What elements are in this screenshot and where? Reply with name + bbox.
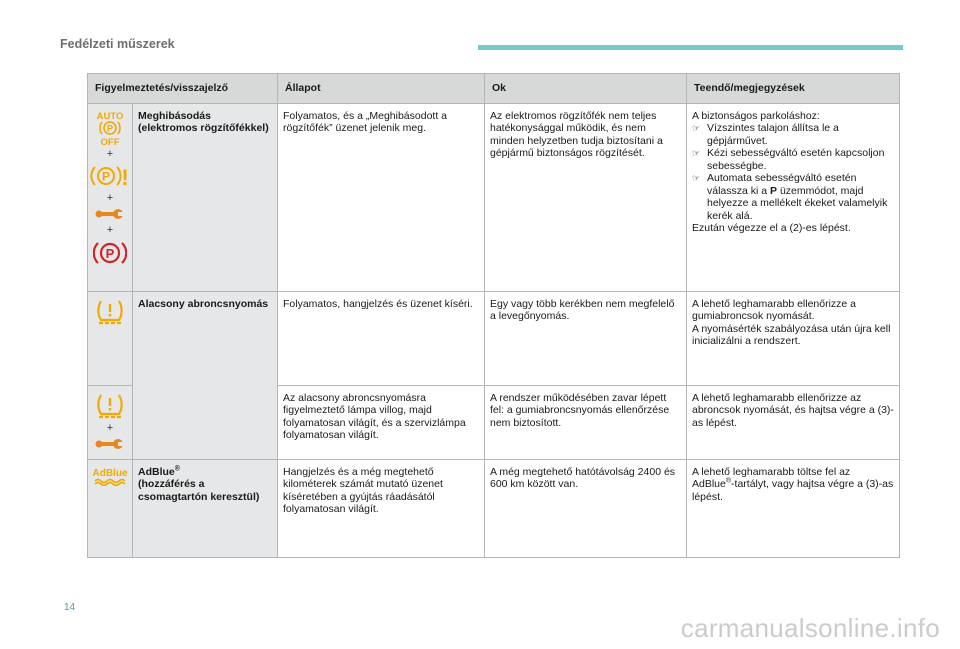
state-text: Folyamatos, hangjelzés és üzenet kíséri.	[278, 291, 485, 385]
state-text: Folyamatos, és a „Meghibásodott a rögzítőfék” üzenet jelenik meg.	[278, 103, 485, 291]
action-cell	[687, 103, 900, 291]
svg-text:P: P	[105, 245, 115, 261]
action-text: A lehető leghamarabb ellenőrizze az abroncsok nyomását, és hajtsa végre a (3)-as lépést.	[687, 385, 900, 459]
cause-text: A rendszer működésében zavar lépett fel: a gumiabroncsnyomás ellenőrzése nem biztosított.	[485, 385, 687, 459]
action-text: -tartályt, vagy hajtsa végre a (3)-as lépést.	[692, 478, 894, 503]
svg-text:!: !	[121, 164, 129, 190]
action-intro: A biztonságos parkoláshoz:	[692, 109, 820, 122]
state-text: Az alacsony abroncsnyomásra figyelmeztető lámpa villog, majd folyamatosan világít, és a szervizlámpa folyamatosan világít.	[278, 385, 485, 459]
warning-name: Alacsony abroncsnyomás	[133, 291, 278, 459]
warning-name: Meghibásodás (elektromos rögzítőfékkel)	[133, 103, 278, 291]
column-header-warning: Figyelmeztetés/visszajelző	[88, 74, 278, 104]
table-header-row	[88, 74, 900, 104]
table-row	[88, 103, 900, 291]
action-text: A lehető leghamarabb töltse fel az AdBlue	[692, 465, 851, 490]
tyre-pressure-icon	[95, 392, 125, 420]
warning-icons-cell	[88, 459, 133, 557]
list-item: ☞ Vízszintes talajon állítsa le a gépjárművet.	[692, 122, 894, 147]
parking-brake-fault-icon	[90, 162, 130, 190]
column-header-action: Teendő/megjegyzések	[687, 74, 900, 104]
warning-lights-table	[87, 73, 900, 558]
registered-mark: ®	[174, 465, 180, 472]
table-row	[88, 291, 900, 385]
watermark: carmanualsonline.info	[680, 613, 940, 643]
parking-brake-icon	[93, 238, 127, 268]
auto-off-parking-icon	[95, 110, 125, 146]
cause-text: Egy vagy több kerékben nem megfelelő a levegőnyomás.	[485, 291, 687, 385]
list-item-text: Automata sebességváltó esetén válassza ki a	[707, 172, 857, 197]
column-header-cause: Ok	[485, 74, 687, 104]
list-item-text: üzemmódot, majd helyezze a mellékelt ékeket valamelyik kerék alá.	[707, 184, 888, 222]
wrench-icon	[95, 436, 125, 452]
cause-text: A még megtehető hatótávolság 2400 és 600 km között van.	[485, 459, 687, 557]
registered-mark: ®	[725, 477, 732, 485]
page-number: 14	[64, 602, 76, 613]
list-item: ☞ Kézi sebességváltó esetén kapcsoljon sebességbe.	[692, 147, 894, 172]
plus-sign: +	[106, 147, 114, 160]
svg-text:P: P	[106, 123, 114, 133]
column-header-state: Állapot	[278, 74, 485, 104]
gear-position-p: P	[770, 184, 778, 197]
cause-text: Az elektromos rögzítőfék nem teljes hatékonysággal működik, és nem minden helyzetben tudja biztosítani a gépjármű biztonságos rögzítését.	[485, 103, 687, 291]
adblue-name: AdBlue	[138, 465, 175, 478]
svg-text:AUTO: AUTO	[96, 110, 124, 122]
svg-text:AdBlue: AdBlue	[92, 467, 128, 479]
table-row	[88, 459, 900, 557]
plus-sign: +	[106, 223, 114, 236]
warning-icons-cell	[88, 103, 133, 291]
svg-text:P: P	[101, 169, 111, 183]
wrench-icon	[95, 206, 125, 222]
plus-sign: +	[106, 421, 114, 434]
plus-sign: +	[106, 191, 114, 204]
state-text: Hangjelzés és a még megtehető kilométerek számát mutató üzenet kíséretében a gyújtás ráadásától folyamatosan világít.	[278, 459, 485, 557]
tyre-pressure-icon	[95, 298, 125, 326]
action-outro: Ezután végezze el a (2)-es lépést.	[692, 222, 851, 234]
action-text: A lehető leghamarabb ellenőrizze a gumiabroncsok nyomását. A nyomásérték szabályozása után újra kell inicializálni a rendszert.	[687, 291, 900, 385]
section-title: Fedélzeti műszerek	[60, 37, 175, 51]
header-accent-bar	[478, 45, 903, 50]
list-item	[692, 172, 894, 222]
svg-text:OFF: OFF	[100, 136, 120, 146]
warning-name	[133, 459, 278, 557]
warning-icons-cell	[88, 291, 133, 385]
adblue-icon	[91, 466, 129, 486]
warning-name-detail: (hozzáférés a csomagtartón keresztül)	[138, 478, 260, 503]
action-cell	[687, 459, 900, 557]
action-list	[692, 122, 894, 222]
warning-icons-cell	[88, 385, 133, 459]
